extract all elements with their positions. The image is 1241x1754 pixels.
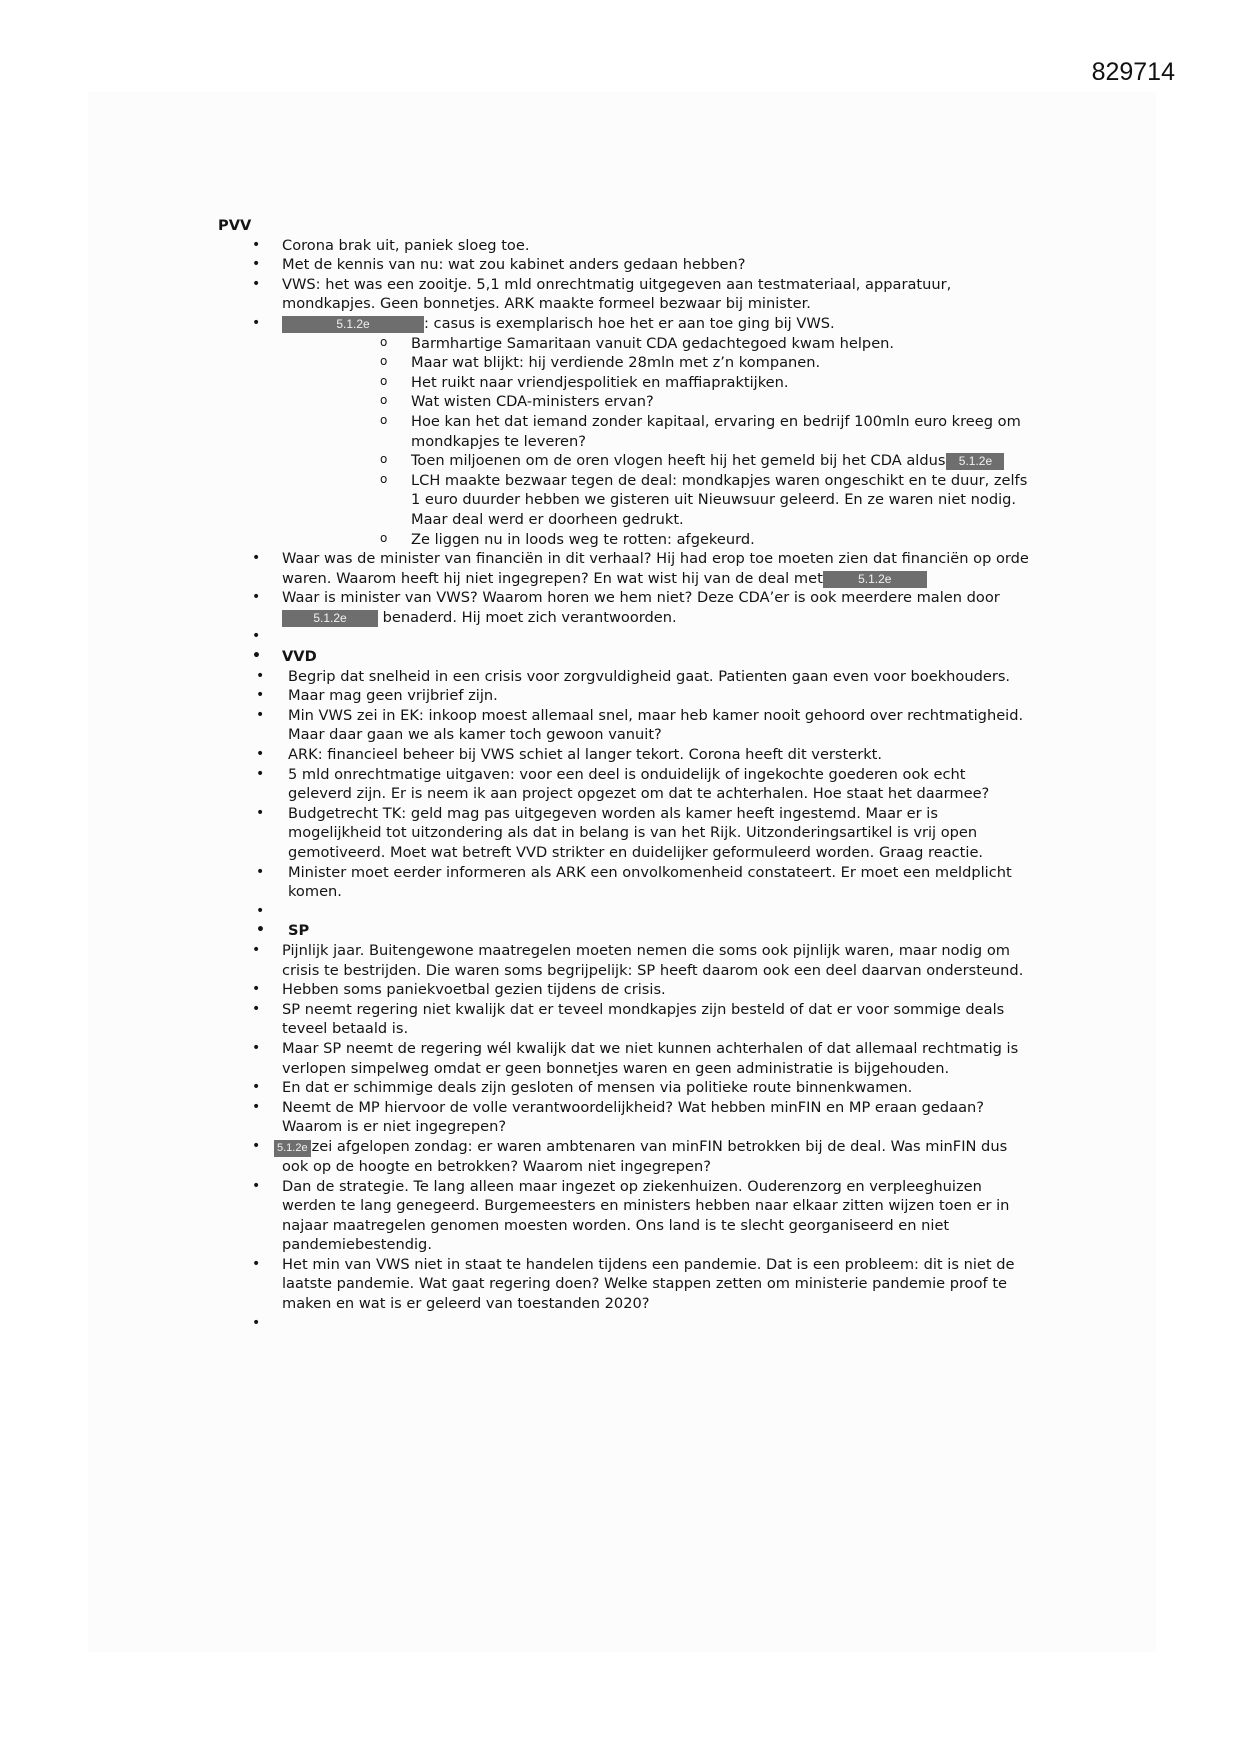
list-item: • Begrip dat snelheid in een crisis voor zorgvuldigheid gaat. Patienten gaan even voor boekhouders. — [218, 667, 1030, 687]
list-item: • Maar SP neemt de regering wél kwalijk dat we niet kunnen achterhalen of dat allemaal rechtmatig is verlopen simpelweg omdat er geen bonnetjes waren en geen administratie is bijgehouden. — [218, 1039, 1030, 1078]
casus-text: : casus is exemplarisch hoe het er aan toe ging bij VWS. — [424, 314, 835, 332]
list-item: • Budgetrecht TK: geld mag pas uitgegeven worden als kamer heeft ingestemd. Maar er is mogelijkheid tot uitzondering als dat in belang is van het Rijk. Uitzonderingsartikel is vrij open gemotiveerd. Moet wat betreft VVD strikter en duidelijker geformuleerd worden. Graag reactie. — [218, 804, 1030, 863]
empty-list-item — [218, 1314, 1030, 1334]
redaction-box: 5.1.2e — [274, 1140, 311, 1157]
list-item: • SP neemt regering niet kwalijk dat er teveel mondkapjes zijn besteld of dat er voor sommige deals teveel betaald is. — [218, 1000, 1030, 1039]
list-item — [218, 588, 1030, 627]
fin-text: Waar was de minister van financiën in dit verhaal? Hij had erop toe moeten zien dat financiën op orde waren. Waarom heeft hij niet ingegrepen? En wat wist hij van de deal met — [282, 550, 1029, 587]
list-item: • Maar mag geen vrijbrief zijn. — [218, 686, 1030, 706]
list-item — [218, 549, 1030, 588]
list-item: • VWS: het was een zooitje. 5,1 mld onrechtmatig uitgegeven aan testmateriaal, apparatuur, mondkapjes. Geen bonnetjes. ARK maakte formeel bezwaar bij minister. — [218, 275, 1030, 314]
redaction-box: 5.1.2e — [946, 453, 1004, 470]
aldus-text: Toen miljoenen om de oren vlogen heeft hij het gemeld bij het CDA aldus — [411, 452, 946, 470]
sp-list — [218, 941, 1030, 1333]
section-title-pvv: PVV — [218, 217, 252, 234]
section-title-vvd: • VVD — [218, 647, 1030, 667]
redaction-box: 5.1.2e — [282, 316, 424, 333]
list-item — [218, 1137, 1030, 1177]
list-item: • Minister moet eerder informeren als ARK een onvolkomenheid constateert. Er moet een meldplicht komen. — [218, 863, 1030, 902]
sub-list-item — [282, 451, 1030, 471]
section-title-sp: • SP — [218, 921, 1030, 941]
vws-text: Waar is minister van VWS? Waarom horen we hem niet? Deze CDA’er is ook meerdere malen door — [282, 589, 1000, 607]
pvv-list — [218, 236, 1030, 667]
list-item: • Het min van VWS niet in staat te handelen tijdens een pandemie. Dat is een probleem: dit is niet de laatste pandemie. Wat gaat regering doen? Welke stappen zetten om ministerie pandemie proof te maken en wat is er geleerd van toestanden 2020? — [218, 1255, 1030, 1314]
sub-list-item: o Barmhartige Samaritaan vanuit CDA gedachtegoed kwam helpen. — [282, 334, 1030, 354]
document-body — [218, 216, 1030, 1333]
list-item: • 5 mld onrechtmatige uitgaven: voor een deel is onduidelijk of ingekochte goederen ook echt geleverd zijn. Er is neem ik aan project opgezet om dat te achterhalen. Hoe staat het daarmee? — [218, 765, 1030, 804]
sub-list-item: o LCH maakte bezwaar tegen de deal: mondkapjes waren ongeschikt en te duur, zelfs 1 euro duurder hebben we gisteren uit Nieuwsuur geleerd. En ze waren niet nodig. Maar deal werd er doorheen gedrukt. — [282, 471, 1030, 530]
sub-list-item: o Hoe kan het dat iemand zonder kapitaal, ervaring en bedrijf 100mln euro kreeg om mondkapjes te leveren? — [282, 412, 1030, 451]
list-item: • Hebben soms paniekvoetbal gezien tijdens de crisis. — [218, 980, 1030, 1000]
redaction-box: 5.1.2e — [282, 610, 378, 627]
vvd-list — [218, 667, 1030, 941]
sub-list-item: o Ze liggen nu in loods weg te rotten: afgekeurd. — [282, 530, 1030, 550]
pvv-sublist — [282, 334, 1030, 550]
vws-text-end: benaderd. Hij moet zich verantwoorden. — [382, 608, 677, 626]
list-item: • Corona brak uit, paniek sloeg toe. — [218, 236, 1030, 256]
sub-list-item: o Maar wat blijkt: hij verdiende 28mln met z’n kompanen. — [282, 353, 1030, 373]
sub-list-item: o Wat wisten CDA-ministers ervan? — [282, 392, 1030, 412]
redaction-box: 5.1.2e — [823, 571, 927, 588]
list-item — [218, 314, 1030, 549]
empty-list-item — [218, 627, 1030, 647]
list-item: • En dat er schimmige deals zijn gesloten of mensen via politieke route binnenkwamen. — [218, 1078, 1030, 1098]
list-item: • Dan de strategie. Te lang alleen maar ingezet op ziekenhuizen. Ouderenzorg en verpleeghuizen werden te lang genegeerd. Burgemeesters en ministers hebben naar elkaar zitten wijzen toen er in najaar maatregelen genomen moesten worden. Ons land is te slecht georganiseerd en niet pandemiebestendig. — [218, 1177, 1030, 1255]
zondag-text: zei afgelopen zondag: er waren ambtenaren van minFIN betrokken bij de deal. Was minFIN dus ook op de hoogte en betrokken? Waarom niet ingegrepen? — [282, 1137, 1008, 1175]
list-item: • ARK: financieel beheer bij VWS schiet al langer tekort. Corona heeft dit versterkt. — [218, 745, 1030, 765]
document-number: 829714 — [1091, 58, 1175, 86]
sub-list-item: o Het ruikt naar vriendjespolitiek en maffiapraktijken. — [282, 373, 1030, 393]
empty-list-item — [218, 902, 1030, 922]
list-item: • Pijnlijk jaar. Buitengewone maatregelen moeten nemen die soms ook pijnlijk waren, maar nodig om crisis te bestrijden. Die waren soms begrijpelijk: SP heeft daarom ook een deel daarvan ondersteund. — [218, 941, 1030, 980]
list-item: • Met de kennis van nu: wat zou kabinet anders gedaan hebben? — [218, 255, 1030, 275]
list-item: • Neemt de MP hiervoor de volle verantwoordelijkheid? Wat hebben minFIN en MP eraan gedaan? Waarom is er niet ingegrepen? — [218, 1098, 1030, 1137]
list-item: • Min VWS zei in EK: inkoop moest allemaal snel, maar heb kamer nooit gehoord over rechtmatigheid. Maar daar gaan we als kamer toch gewoon vanuit? — [218, 706, 1030, 745]
